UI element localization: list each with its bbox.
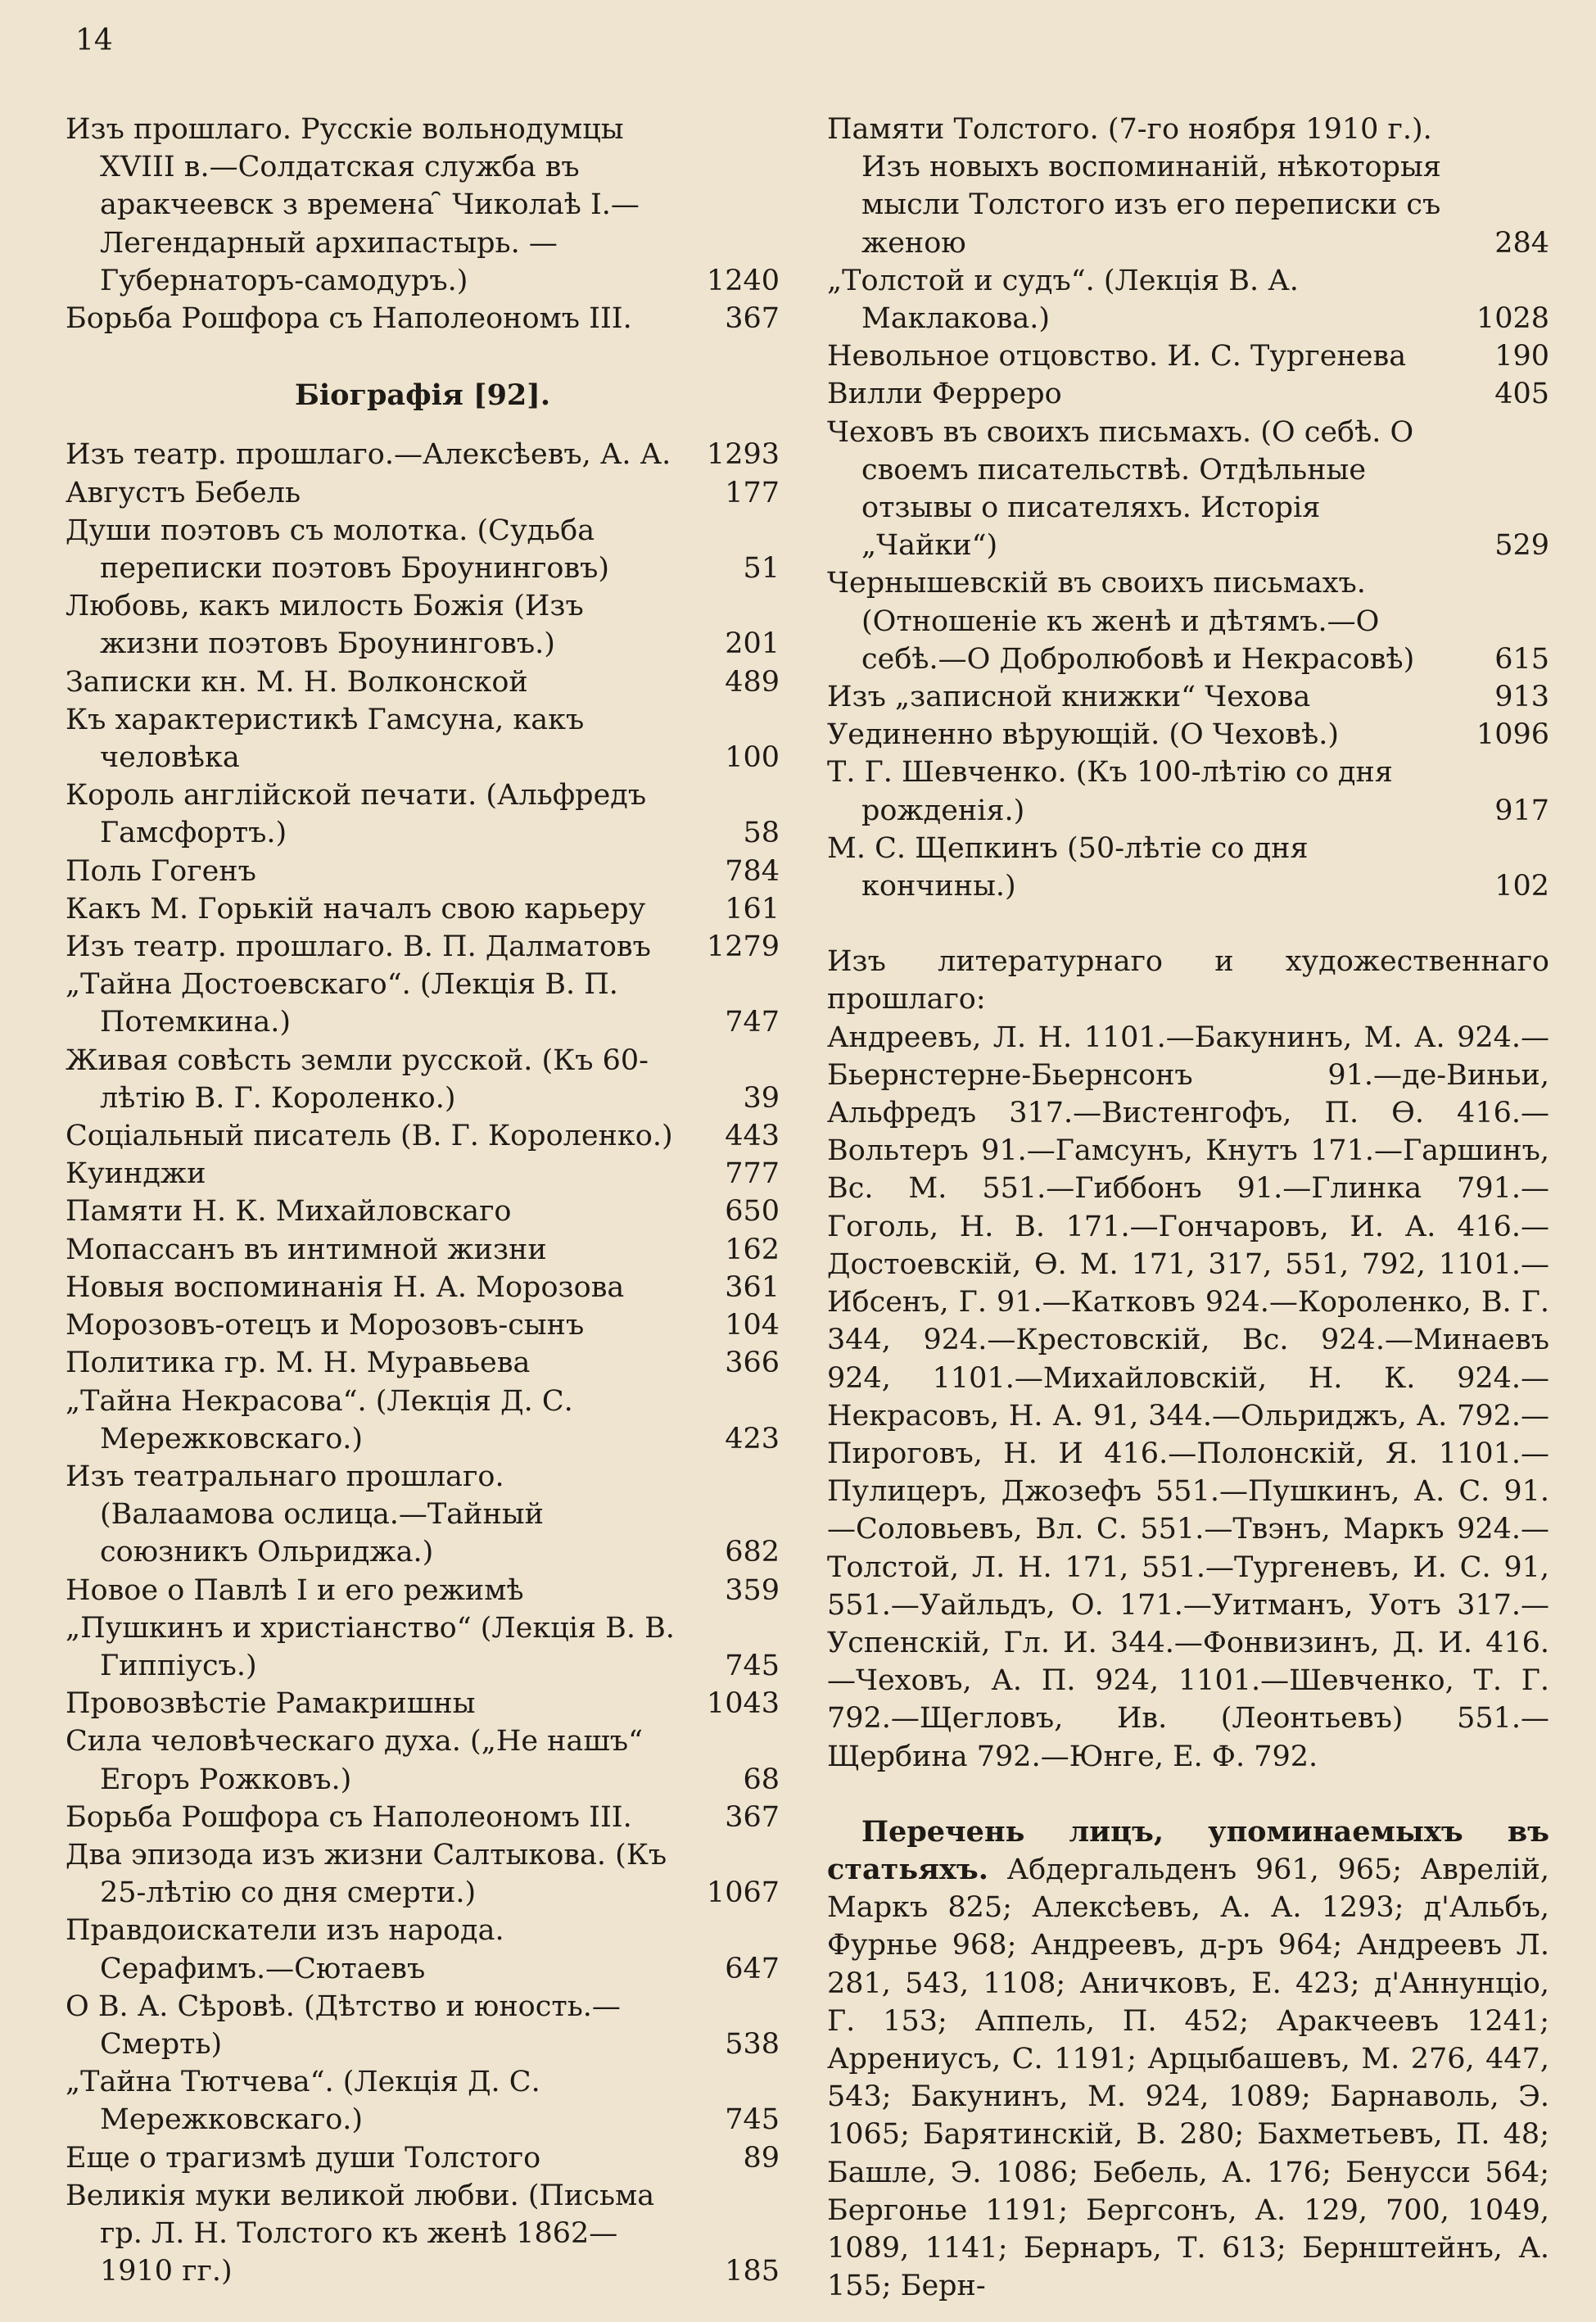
literary-past-names: Андреевъ, Л. Н. 1101.—Бакунинъ, М. А. 924.—Бьернстерне-Бьернсонъ 91.—де-Виньи, Альфредъ 317.—Вистенгофъ, П. Ѳ. 416.—Вольтеръ 91.—Гамсунъ, Кнутъ 171.—Гаршинъ, Вс. М. 551.—Гиббонъ 91.—Глинка 791.—Гоголь, Н. В. 171.—Гончаровъ, И. А. 416.—Достоевскій, Ѳ. М. 171, 317, 551, 792, 1101.—Ибсенъ, Г. 91.—Катковъ 924.—Короленко, В. Г. 344, 924.—Крестовскій, Вс. 924.—Минаевъ 924, 1101.—Михайловскій, Н. К. 924.—Некрасовъ, Н. А. 91, 344.—Ольриджъ, А. 792.—Пироговъ, Н. И 416.—Полонскій, Я. 1101.—Пулицеръ, Джозефъ 551.—Пушкинъ, А. С. 91.—Соловьевъ, Вл. С. 551.—Твэнъ, Маркъ 924.—Толстой, Л. Н. 171, 551.—Тургеневъ, И. С. 91, 551.—Уайльдъ, О. 171.—Уитманъ, Уотъ 317.—Успенскій, Гл. И. 344.—Фонвизинъ, Д. И. 416.—Чеховъ, А. П. 924, 1101.—Шевченко, Т. Г. 792.—Щегловъ, Ив. (Леонтьевъ) 551.—Щербина 792.—Юнге, Е. Ф. 792.: [827, 1021, 1549, 1773]
index-entry: [827, 375, 1549, 413]
persons-index: [827, 1813, 1549, 2306]
entry-title: Памяти Толстого. (7-го ноября 1910 г.). Изъ новыхъ воспоминаній, нѣкоторыя мысли Толстого изъ его переписки съ женою: [827, 113, 1441, 260]
entry-title: Изъ театр. прошлаго.—Алексѣевъ, А. А.: [66, 438, 671, 472]
index-entry: [827, 262, 1549, 337]
entry-page-number: 104: [725, 1309, 780, 1342]
entry-page-number: 1043: [706, 1687, 780, 1721]
entry-page-number: 359: [725, 1573, 780, 1607]
entry-page-number: 366: [725, 1347, 780, 1380]
entry-page-number: 784: [725, 854, 780, 888]
right-column: [827, 111, 1549, 2305]
page-number: 14: [75, 24, 113, 57]
index-entry: [66, 1685, 780, 1722]
index-entry: [66, 512, 780, 587]
entry-page-number: 51: [743, 552, 780, 586]
entry-title: „Тайна Некрасова“. (Лекція Д. С. Мережковскаго.): [66, 1384, 573, 1455]
index-entry: [827, 337, 1549, 375]
index-entry: [66, 1306, 780, 1344]
entry-title: Т. Г. Шевченко. (Къ 100-лѣтію со дня рожденія.): [827, 756, 1393, 827]
entry-title: Король англійской печати. (Альфредъ Гамсфортъ.): [66, 779, 647, 850]
index-entry: [66, 853, 780, 890]
entry-title: „Тайна Достоевскаго“. (Лекція В. П. Потемкина.): [66, 968, 618, 1039]
index-entry: [66, 1042, 780, 1117]
index-entry: [66, 436, 780, 473]
entry-page-number: 89: [743, 2141, 780, 2175]
entry-page-number: 745: [725, 1649, 780, 1682]
entry-title: Новыя воспоминанія Н. А. Морозова: [66, 1270, 625, 1304]
index-entry: [827, 414, 1549, 565]
entry-page-number: 185: [725, 2255, 780, 2288]
entry-page-number: 284: [1494, 226, 1549, 260]
index-entry: [66, 111, 780, 300]
entry-title: Морозовъ-отецъ и Морозовъ-сынъ: [66, 1309, 585, 1342]
entry-page-number: 1028: [1476, 302, 1549, 336]
entry-title: Новое о Павлѣ I и его режимѣ: [66, 1573, 524, 1607]
index-entry: [66, 1193, 780, 1230]
index-entry: [66, 701, 780, 776]
entry-title: Какъ М. Горькій началъ свою карьеру: [66, 892, 646, 926]
entry-title: Сила человѣческаго духа. („Не нашъ“ Егоръ Рожковъ.): [66, 1725, 644, 1796]
entry-title: Мопассанъ въ интимной жизни: [66, 1233, 547, 1266]
entry-title: Правдоискатели изъ народа. Серафимъ.—Сютаевъ: [66, 1914, 504, 1985]
entry-page-number: 1096: [1476, 718, 1549, 752]
index-entry: [827, 564, 1549, 678]
left-column: [66, 111, 780, 2290]
entry-title: Изъ „записной книжки“ Чехова: [827, 681, 1311, 714]
index-entry: [66, 587, 780, 663]
entry-title: Еще о трагизмѣ души Толстого: [66, 2141, 541, 2175]
index-entry: [66, 1572, 780, 1609]
entry-page-number: 423: [725, 1422, 780, 1455]
entry-page-number: 745: [725, 2103, 780, 2137]
entry-page-number: 68: [743, 1763, 780, 1796]
entry-page-number: 367: [725, 1800, 780, 1834]
entry-page-number: 161: [725, 892, 780, 926]
section-heading-biography: Біографія [92].: [294, 378, 551, 413]
entry-title: Записки кн. М. Н. Волконской: [66, 665, 528, 699]
entry-title: Любовь, какъ милость Божія (Изъ жизни поэтовъ Броунинговъ.): [66, 590, 584, 661]
entry-title: Соціальный писатель (В. Г. Короленко.): [66, 1120, 673, 1153]
entry-title: Души поэтовъ съ молотка. (Судьба переписки поэтовъ Броунинговъ): [66, 514, 610, 586]
entry-title: Великія муки великой любви. (Письма гр. Л. Н. Толстого къ женѣ 1862—1910 гг.): [66, 2179, 655, 2288]
entry-page-number: 1240: [706, 264, 780, 297]
entry-page-number: 100: [725, 741, 780, 775]
persons-index-title: Перечень лицъ, упоминаемыхъ въ статьяхъ.: [827, 1814, 1549, 1886]
entry-page-number: 367: [725, 302, 780, 336]
entry-page-number: 190: [1494, 340, 1549, 373]
entry-title: Изъ театральнаго прошлаго. (Валаамова ослица.—Тайный союзникъ Ольриджа.): [66, 1460, 544, 1569]
index-entry: [66, 2177, 780, 2291]
left-entries: [66, 436, 780, 2290]
entry-title: Политика гр. М. Н. Муравьева: [66, 1347, 531, 1380]
entry-title: О В. А. Сѣровѣ. (Дѣтство и юность.—Смерть): [66, 1989, 621, 2061]
entry-page-number: 650: [725, 1195, 780, 1229]
index-entry: [66, 2063, 780, 2139]
index-entry: [66, 966, 780, 1041]
index-entry: [66, 890, 780, 928]
index-entry: [66, 663, 780, 701]
index-entry: [827, 111, 1549, 262]
index-entry: [66, 1383, 780, 1458]
index-entry: [66, 776, 780, 852]
index-entry: [66, 928, 780, 966]
entry-title: Вилли Ферреро: [827, 378, 1062, 411]
entry-page-number: 58: [743, 817, 780, 850]
entry-title: „Толстой и судъ“. (Лекція В. А. Маклакова.): [827, 264, 1299, 336]
entry-page-number: 615: [1494, 642, 1549, 676]
index-entry: [66, 1988, 780, 2063]
literary-past-intro: Изъ литературнаго и художественнаго прошлаго:: [827, 945, 1549, 1016]
index-entry: [66, 1344, 780, 1382]
index-entry: [66, 1912, 780, 1987]
entry-page-number: 1279: [706, 930, 780, 964]
index-entry: [66, 300, 780, 337]
entry-title: Августъ Бебель: [66, 476, 301, 509]
entry-page-number: 489: [725, 665, 780, 699]
left-top-entries: [66, 111, 780, 337]
entry-title: „Пушкинъ и христіанство“ (Лекція В. В. Гиппіусъ.): [66, 1611, 675, 1682]
entry-page-number: 917: [1494, 794, 1549, 827]
entry-title: Живая совѣсть земли русской. (Къ 60-лѣтію В. Г. Короленко.): [66, 1043, 649, 1115]
entry-title: Борьба Рошфора съ Наполеономъ III.: [66, 302, 632, 336]
entry-page-number: 39: [743, 1081, 780, 1115]
index-entry: [66, 1836, 780, 1912]
index-entry: [66, 474, 780, 512]
persons-index-text: Абдергальденъ 961, 965; Аврелій, Маркъ 825; Алексѣевъ, А. А. 1293; д'Альбъ, Фурнье 968; Андреевъ, д-ръ 964; Андреевъ Л. 281, 543, 1108; Аничковъ, Е. 423; д'Аннунціо, Г. 153; Аппель, П. 452; Аракчеевъ 1241; Аррениусъ, С. 1191; Арцыбашевъ, М. 276, 447, 543; Бакунинъ, М. 924, 1089; Барнаволь, Э. 1065; Барятинскій, В. 280; Бахметьевъ, П. 48; Башле, Э. 1086; Бебель, А. 176; Бенусси 564; Бергонье 1191; Бергсонъ, А. 129, 700, 1049, 1089, 1141; Бернаръ, Т. 613; Бернштейнъ, А. 155; Берн-: [827, 1853, 1549, 2303]
index-entry: [66, 1609, 780, 1685]
entry-page-number: 913: [1494, 681, 1549, 714]
entry-page-number: 361: [725, 1270, 780, 1304]
entry-page-number: 647: [725, 1952, 780, 1985]
index-entry: [66, 2139, 780, 2177]
index-entry: [66, 1799, 780, 1836]
entry-page-number: 177: [725, 476, 780, 509]
index-entry: [66, 1231, 780, 1269]
entry-page-number: 538: [725, 2027, 780, 2061]
entry-page-number: 682: [725, 1536, 780, 1569]
index-entry: [827, 678, 1549, 716]
entry-title: Невольное отцовство. И. С. Тургенева: [827, 340, 1407, 373]
entry-title: „Тайна Тютчева“. (Лекція Д. С. Мережковскаго.): [66, 2066, 540, 2137]
index-entry: [827, 754, 1549, 829]
entry-title: Чернышевскій въ своихъ письмахъ. (Отношеніе къ женѣ и дѣтямъ.—О себѣ.—О Добролюбовѣ и Некрасовѣ): [827, 567, 1415, 676]
entry-page-number: 529: [1494, 529, 1549, 563]
entry-title: Борьба Рошфора съ Наполеономъ III.: [66, 1800, 632, 1834]
entry-page-number: 102: [1494, 870, 1549, 903]
entry-page-number: 162: [725, 1233, 780, 1266]
entry-title: Къ характеристикѣ Гамсуна, какъ человѣка: [66, 703, 585, 775]
entry-title: Уединенно вѣрующій. (О Чеховѣ.): [827, 718, 1340, 752]
index-entry: [66, 1269, 780, 1306]
index-entry: [827, 716, 1549, 754]
entry-page-number: 1067: [706, 1876, 780, 1910]
entry-page-number: 747: [725, 1006, 780, 1039]
entry-title: Два эпизода изъ жизни Салтыкова. (Къ 25-лѣтію со дня смерти.): [66, 1838, 667, 1910]
entry-page-number: 777: [725, 1157, 780, 1191]
entry-title: Куинджи: [66, 1157, 206, 1191]
entry-title: Чеховъ въ своихъ письмахъ. (О себѣ. О своемъ писательствѣ. Отдѣльные отзывы о писателяхъ. Исторія „Чайки“): [827, 415, 1414, 563]
index-entry: [66, 1117, 780, 1155]
entry-title: Провозвѣстіе Рамакришны: [66, 1687, 476, 1721]
entry-page-number: 405: [1494, 378, 1549, 411]
entry-page-number: 1293: [706, 438, 780, 472]
entry-page-number: 443: [725, 1120, 780, 1153]
index-entry: [66, 1722, 780, 1798]
entry-title: Изъ театр. прошлаго. В. П. Далматовъ: [66, 930, 651, 964]
right-entries: [827, 111, 1549, 905]
index-entry: [66, 1458, 780, 1572]
index-entry: [827, 830, 1549, 905]
entry-title: Изъ прошлаго. Русскіе вольнодумцы XVIII в.—Солдатская служба въ аракчеевск з времена ̑ Чиколаѣ I.—Легендарный архипастырь. — Губернаторъ-самодуръ.): [66, 113, 640, 297]
entry-title: Памяти Н. К. Михайловскаго: [66, 1195, 512, 1229]
entry-title: М. С. Щепкинъ (50-лѣтіе со дня кончины.): [827, 831, 1309, 903]
entry-page-number: 201: [725, 627, 780, 661]
index-entry: [66, 1155, 780, 1193]
entry-title: Поль Гогенъ: [66, 854, 256, 888]
